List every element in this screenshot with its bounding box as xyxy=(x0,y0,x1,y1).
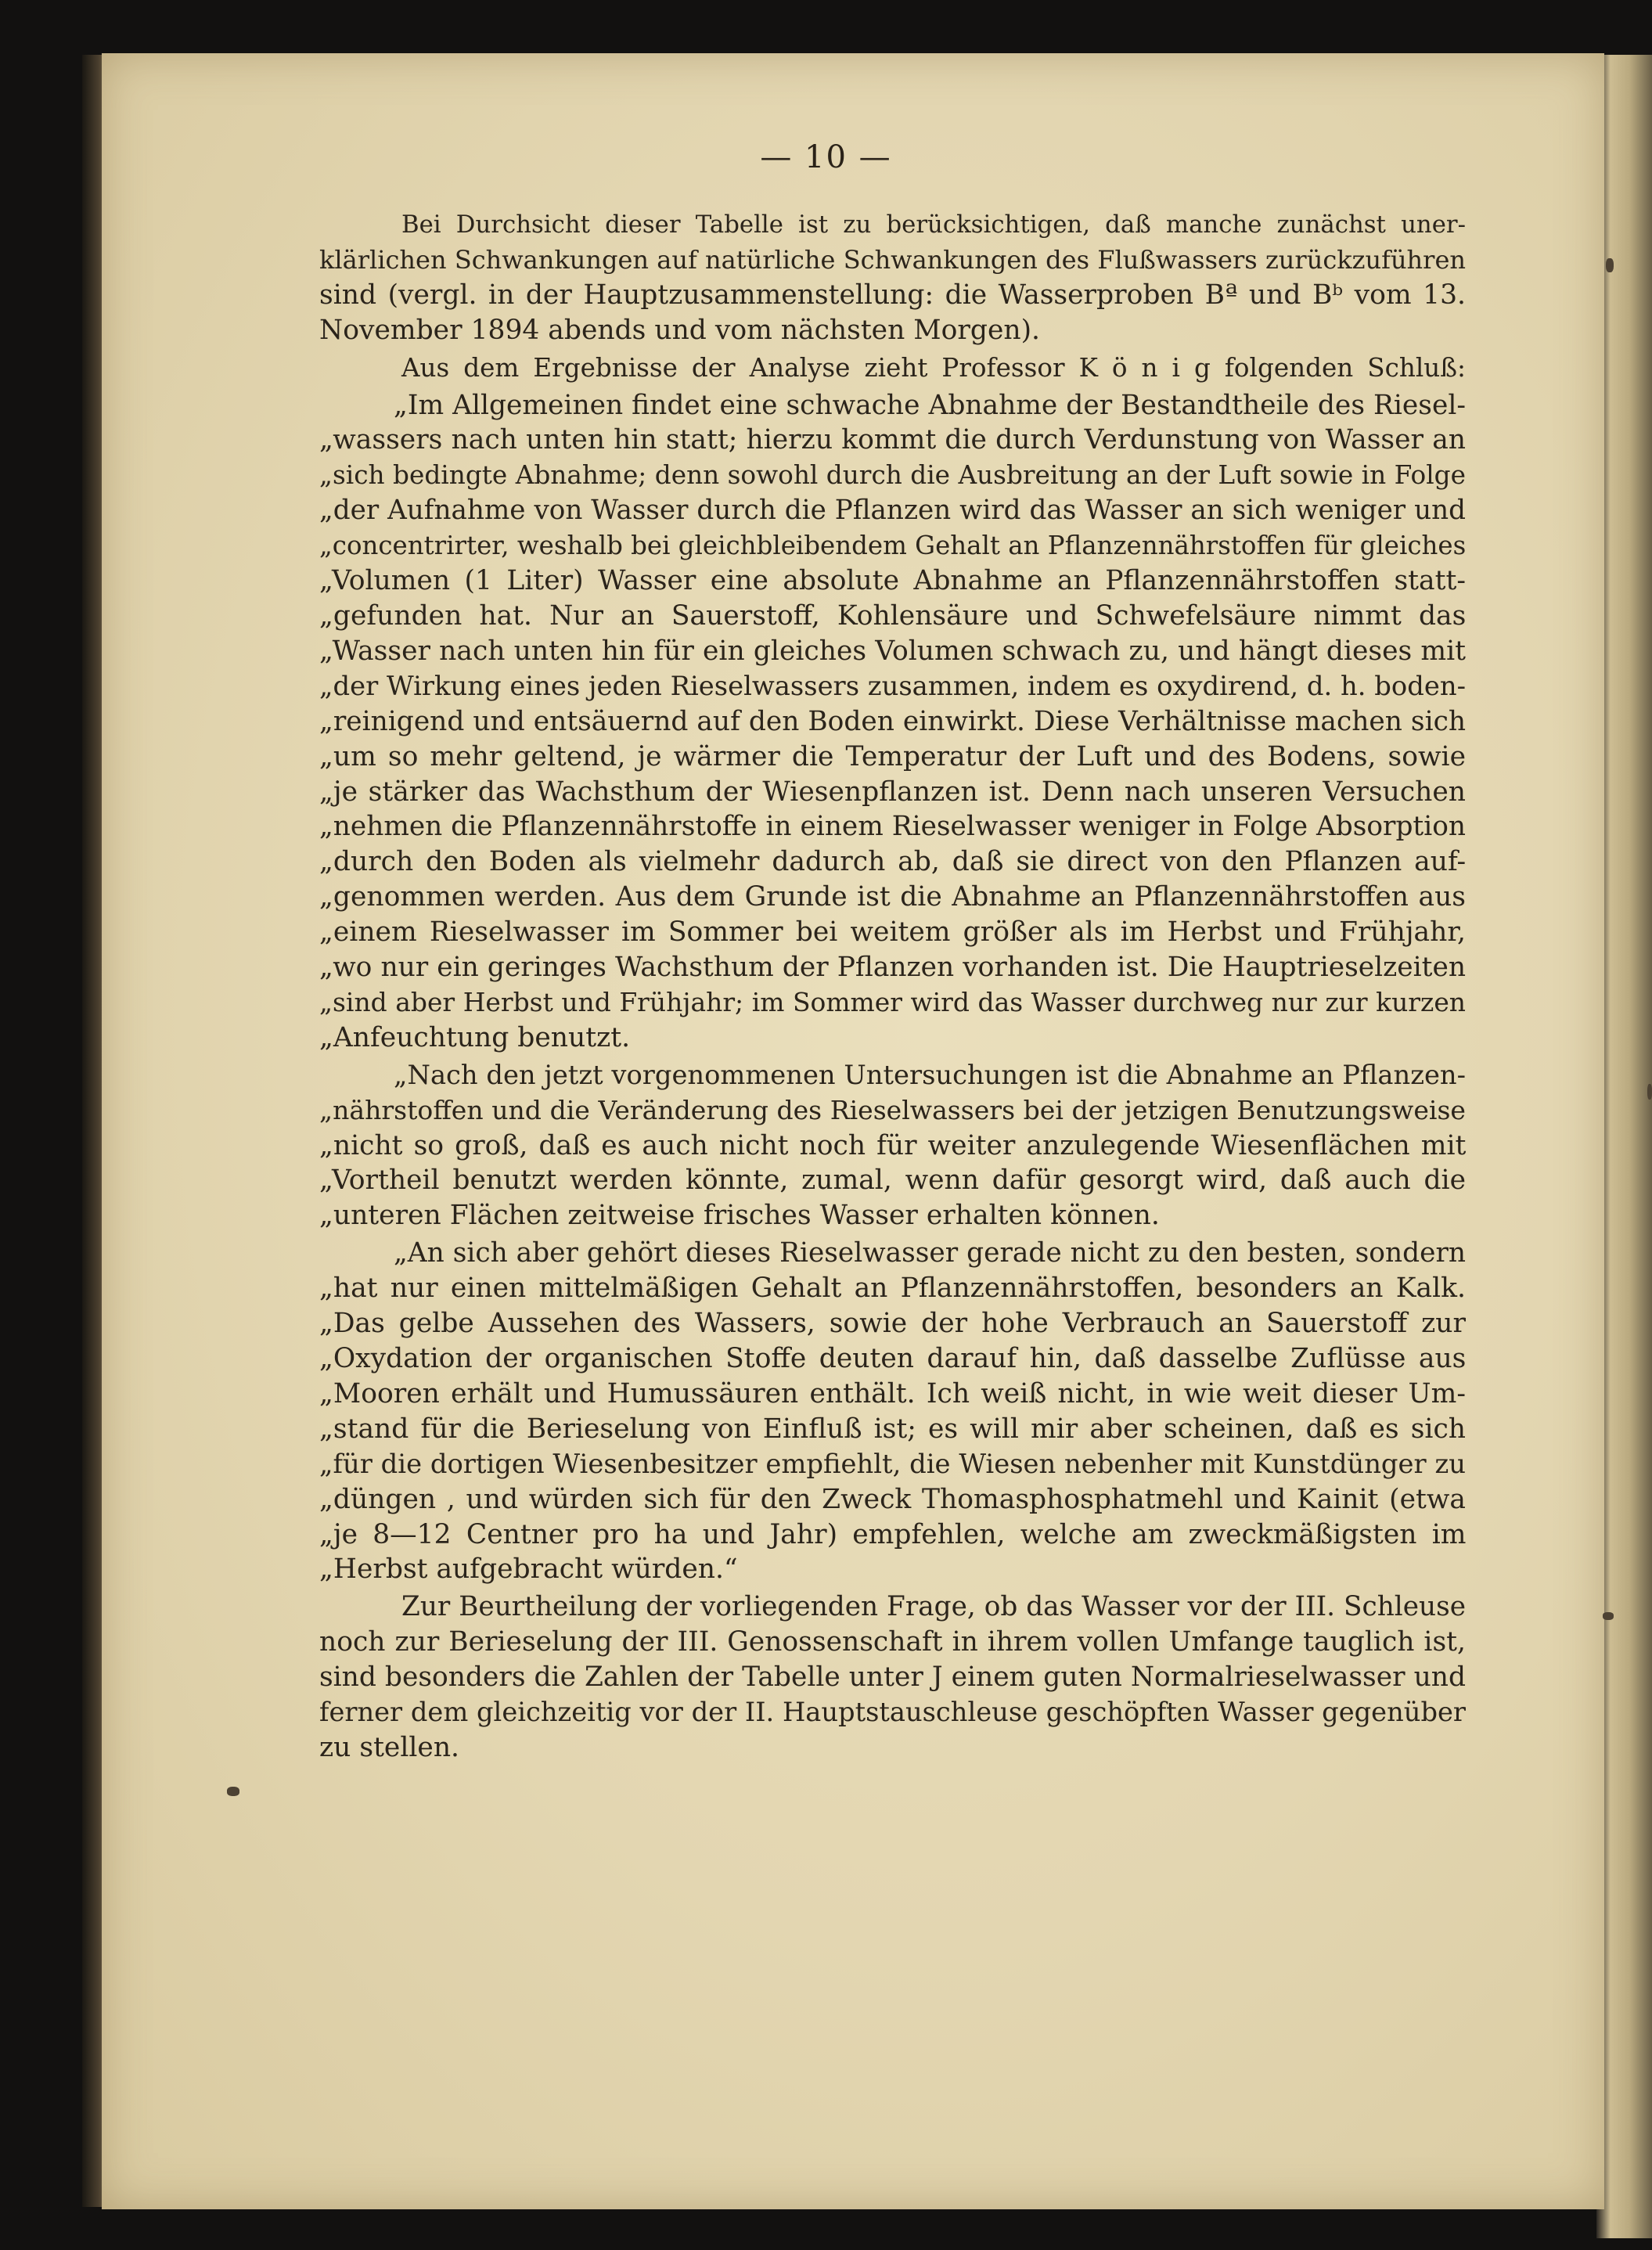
text-line: „nehmen die Pflanzennährstoffe in einem Rieselwasser weniger in Folge Absorption xyxy=(319,811,1466,843)
text-line: „Volumen (1 Liter) Wasser eine absolute Abnahme an Pflanzennährstoffen statt- xyxy=(319,565,1466,597)
paragraph-assessment xyxy=(319,1589,1466,1766)
text-line: „einem Rieselwasser im Sommer bei weitem größer als im Herbst und Frühjahr, xyxy=(319,916,1466,949)
text-line: „düngen , und würden sich für den Zweck Thomasphosphatmehl und Kainit (etwa xyxy=(319,1483,1466,1515)
text-line: „nährstoffen und die Veränderung des Rieselwassers bei der jetzigen Benutzungsweise xyxy=(319,1094,1466,1125)
text-line: November 1894 abends und vom nächsten Morgen). xyxy=(319,314,1041,346)
text-line: Bei Durchsicht dieser Tabelle ist zu berücksichtigen, daß manche zunächst uner- xyxy=(401,211,1466,239)
text-line: „je 8—12 Centner pro ha und Jahr) empfehlen, welche am zweckmäßigsten im xyxy=(319,1518,1467,1550)
text-line: „sind aber Herbst und Frühjahr; im Sommer wird das Wasser durchweg nur zur kurzen xyxy=(319,986,1466,1017)
text-line: „der Wirkung eines jeden Rieselwassers zusammen, indem es oxydirend, d. h. boden- xyxy=(319,670,1466,701)
paragraph-quote-3 xyxy=(319,1236,1466,1587)
ink-speck xyxy=(1603,1612,1614,1620)
ink-speck xyxy=(1647,1084,1652,1100)
text-line: „für die dortigen Wiesenbesitzer empfiehlt, die Wiesen nebenher mit Kunstdünger zu xyxy=(319,1448,1466,1479)
text-line: „wassers nach unten hin statt; hierzu kommt die durch Verdunstung von Wasser an xyxy=(319,424,1466,456)
text-line: „nicht so groß, daß es auch nicht noch für weiter anzulegende Wiesenflächen mit xyxy=(319,1129,1467,1161)
text-line: klärlichen Schwankungen auf natürliche Schwankungen des Flußwassers zurückzuführen xyxy=(319,244,1466,275)
ink-speck xyxy=(1606,258,1614,272)
text-line: „Herbst aufgebracht würden.“ xyxy=(319,1553,738,1586)
text-line: „stand für die Berieselung von Einfluß ist; es will mir aber scheinen, daß es sich xyxy=(319,1413,1466,1445)
text-line: „je stärker das Wachsthum der Wiesenpflanzen ist. Denn nach unseren Versuchen xyxy=(319,776,1466,808)
text-line: Zur Beurtheilung der vorliegenden Frage, ob das Wasser vor der III. Schleuse xyxy=(401,1591,1466,1623)
text-line: „gefunden hat. Nur an Sauerstoff, Kohlensäure und Schwefelsäure nimmt das xyxy=(319,599,1467,632)
body-text xyxy=(319,207,1466,1768)
text-line: „Wasser nach unten hin für ein gleiches Volumen schwach zu, und hängt dieses mit xyxy=(319,635,1466,667)
page-number: — 10 — xyxy=(760,139,892,175)
paragraph-table-note xyxy=(319,207,1466,348)
text-line: „wo nur ein geringes Wachsthum der Pflanzen vorhanden ist. Die Hauptrieselzeiten xyxy=(319,952,1466,984)
text-line: „sich bedingte Abnahme; denn sowohl durch die Ausbreitung an der Luft sowie in Folge xyxy=(319,460,1466,491)
text-line: „genommen werden. Aus dem Grunde ist die Abnahme an Pflanzennährstoffen aus xyxy=(319,881,1466,913)
text-line: „der Aufnahme von Wasser durch die Pflanzen wird das Wasser an sich weniger und xyxy=(319,495,1466,527)
ink-speck xyxy=(227,1787,239,1796)
text-line: „reinigend und entsäuernd auf den Boden einwirkt. Diese Verhältnisse machen sich xyxy=(319,705,1466,737)
book-edge xyxy=(1596,55,1652,2238)
text-line: „unteren Flächen zeitweise frisches Wasser erhalten können. xyxy=(319,1200,1160,1232)
text-line: „An sich aber gehört dieses Rieselwasser gerade nicht zu den besten, sondern xyxy=(394,1237,1466,1269)
text-line: „hat nur einen mittelmäßigen Gehalt an Pflanzennährstoffen, besonders an Kalk. xyxy=(319,1273,1466,1305)
text-line: „Mooren erhält und Humussäuren enthält. Ich weiß nicht, in wie weit dieser Um- xyxy=(319,1377,1466,1409)
text-line: „Vortheil benutzt werden könnte, zumal, wenn dafür gesorgt wird, daß auch die xyxy=(319,1165,1466,1197)
text-line: sind besonders die Zahlen der Tabelle unter J einem guten Normalrieselwasser und xyxy=(319,1661,1466,1694)
paragraph-quote-1 xyxy=(319,388,1466,1056)
text-line: „Im Allgemeinen findet eine schwache Abnahme der Bestandtheile des Riesel- xyxy=(394,389,1466,421)
text-line: zu stellen. xyxy=(319,1731,460,1763)
text-line: „um so mehr geltend, je wärmer die Temperatur der Luft und des Bodens, sowie xyxy=(319,740,1466,772)
text-line: „Nach den jetzt vorgenommenen Untersuchungen ist die Abnahme an Pflanzen- xyxy=(394,1059,1466,1090)
text-line: noch zur Berieselung der III. Genossenschaft in ihrem vollen Umfange tauglich ist, xyxy=(319,1626,1466,1658)
text-line: „durch den Boden als vielmehr dadurch ab, daß sie direct von den Pflanzen auf- xyxy=(319,846,1467,878)
text-line: Aus dem Ergebnisse der Analyse zieht Professor K ö n i g folgenden Schluß: xyxy=(401,352,1466,383)
text-line: sind (vergl. in der Hauptzusammenstellung: die Wasserproben Bª und Bᵇ vom 13. xyxy=(319,279,1466,311)
text-line: „concentrirter, weshalb bei gleichbleibendem Gehalt an Pflanzennährstoffen für gleiches xyxy=(319,531,1467,561)
text-line: „Oxydation der organischen Stoffe deuten darauf hin, daß dasselbe Zuflüsse aus xyxy=(319,1343,1467,1374)
text-line: ferner dem gleichzeitig vor der II. Hauptstauschleuse geschöpften Wasser gegenüber xyxy=(319,1697,1466,1728)
text-line: „Anfeuchtung benutzt. xyxy=(319,1021,631,1053)
text-line: „Das gelbe Aussehen des Wassers, sowie der hohe Verbrauch an Sauerstoff zur xyxy=(319,1308,1467,1340)
paragraph-quote-2 xyxy=(319,1058,1466,1234)
paragraph-conclusion-intro xyxy=(319,351,1466,386)
